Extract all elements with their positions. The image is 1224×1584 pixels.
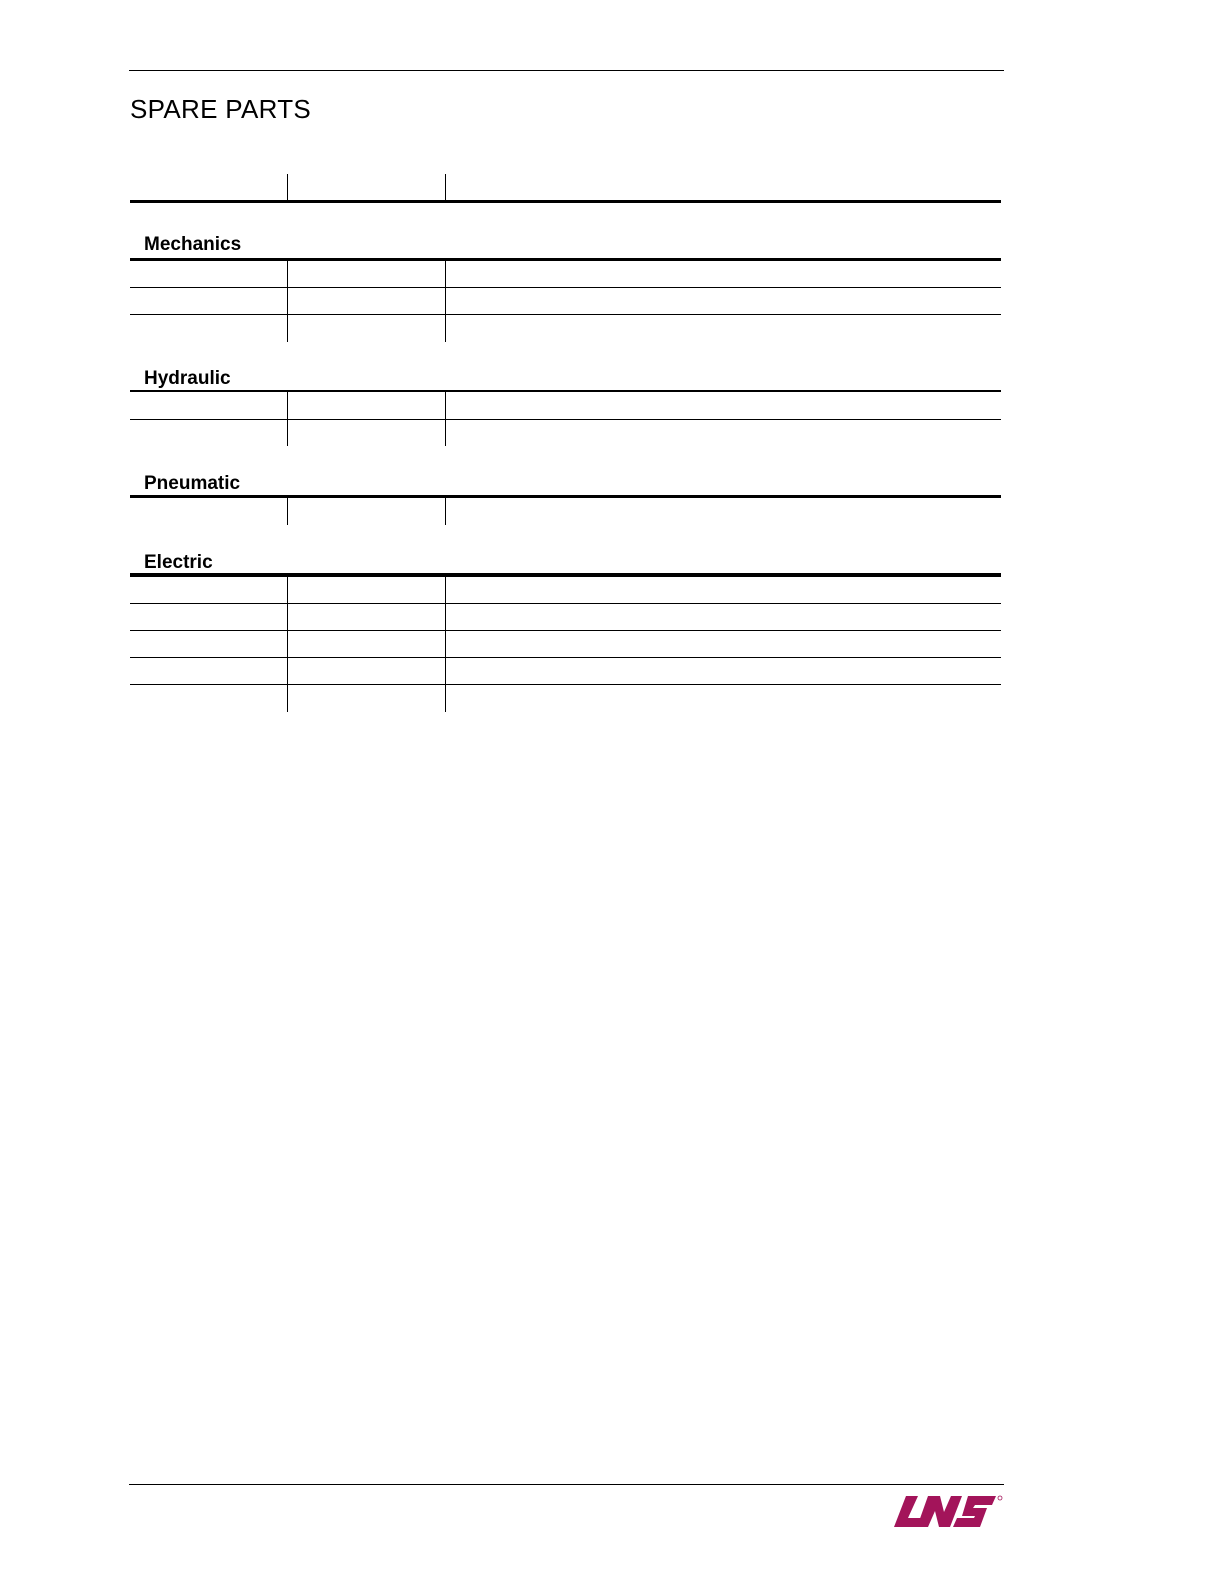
lns-logo — [892, 1494, 1004, 1530]
table-cell — [445, 288, 1001, 315]
table-cell — [445, 631, 1001, 658]
table-row — [130, 288, 1001, 315]
section-title-pneumatic: Pneumatic — [144, 473, 241, 494]
section-table-electric — [130, 577, 1001, 712]
table-cell — [130, 577, 287, 604]
table-cell — [287, 288, 446, 315]
table-cell — [445, 261, 1001, 288]
table-cell — [287, 392, 446, 419]
table-row — [130, 658, 1001, 685]
table-cell — [287, 498, 446, 525]
table-cell — [130, 658, 287, 685]
section-title-hydraulic: Hydraulic — [144, 368, 231, 389]
table-cell — [287, 419, 446, 446]
table-cell — [287, 174, 446, 201]
footer-rule — [129, 1484, 1004, 1485]
table-cell — [130, 631, 287, 658]
table-row — [130, 685, 1001, 712]
section-table-pneumatic — [130, 498, 1001, 525]
table-cell — [445, 685, 1001, 712]
table-row — [130, 261, 1001, 288]
logo-letters — [894, 1496, 996, 1527]
table-row — [130, 315, 1001, 342]
table-cell — [130, 288, 287, 315]
table-row — [130, 577, 1001, 604]
table-cell — [130, 419, 287, 446]
table-cell — [130, 315, 287, 342]
table-cell — [287, 261, 446, 288]
section-table-mechanics — [130, 261, 1001, 342]
table-cell — [445, 392, 1001, 419]
table-cell — [445, 174, 1001, 201]
header-rule — [129, 70, 1004, 71]
table-cell — [445, 498, 1001, 525]
page-title: SPARE PARTS — [130, 94, 312, 124]
registered-mark-icon — [998, 1496, 1002, 1500]
table-row — [130, 604, 1001, 631]
table-cell — [287, 685, 446, 712]
table-cell — [287, 315, 446, 342]
table-cell — [445, 419, 1001, 446]
table-header — [130, 174, 1001, 201]
table-cell — [130, 498, 287, 525]
section-title-electric: Electric — [144, 552, 213, 573]
table-cell — [287, 658, 446, 685]
section-title-mechanics: Mechanics — [144, 234, 242, 255]
table-row — [130, 392, 1001, 419]
table-cell — [130, 392, 287, 419]
table-cell — [287, 604, 446, 631]
table-cell — [445, 315, 1001, 342]
table-cell — [130, 604, 287, 631]
table-row — [130, 419, 1001, 446]
table-cell — [287, 631, 446, 658]
table-cell — [445, 658, 1001, 685]
table-row — [130, 631, 1001, 658]
table-header-rule — [130, 200, 1001, 203]
table-header-row — [130, 174, 1001, 201]
table-cell — [445, 604, 1001, 631]
table-row — [130, 498, 1001, 525]
table-cell — [287, 577, 446, 604]
table-cell — [130, 685, 287, 712]
table-cell — [445, 577, 1001, 604]
table-cell — [130, 261, 287, 288]
table-cell — [130, 174, 287, 201]
section-table-hydraulic — [130, 392, 1001, 446]
